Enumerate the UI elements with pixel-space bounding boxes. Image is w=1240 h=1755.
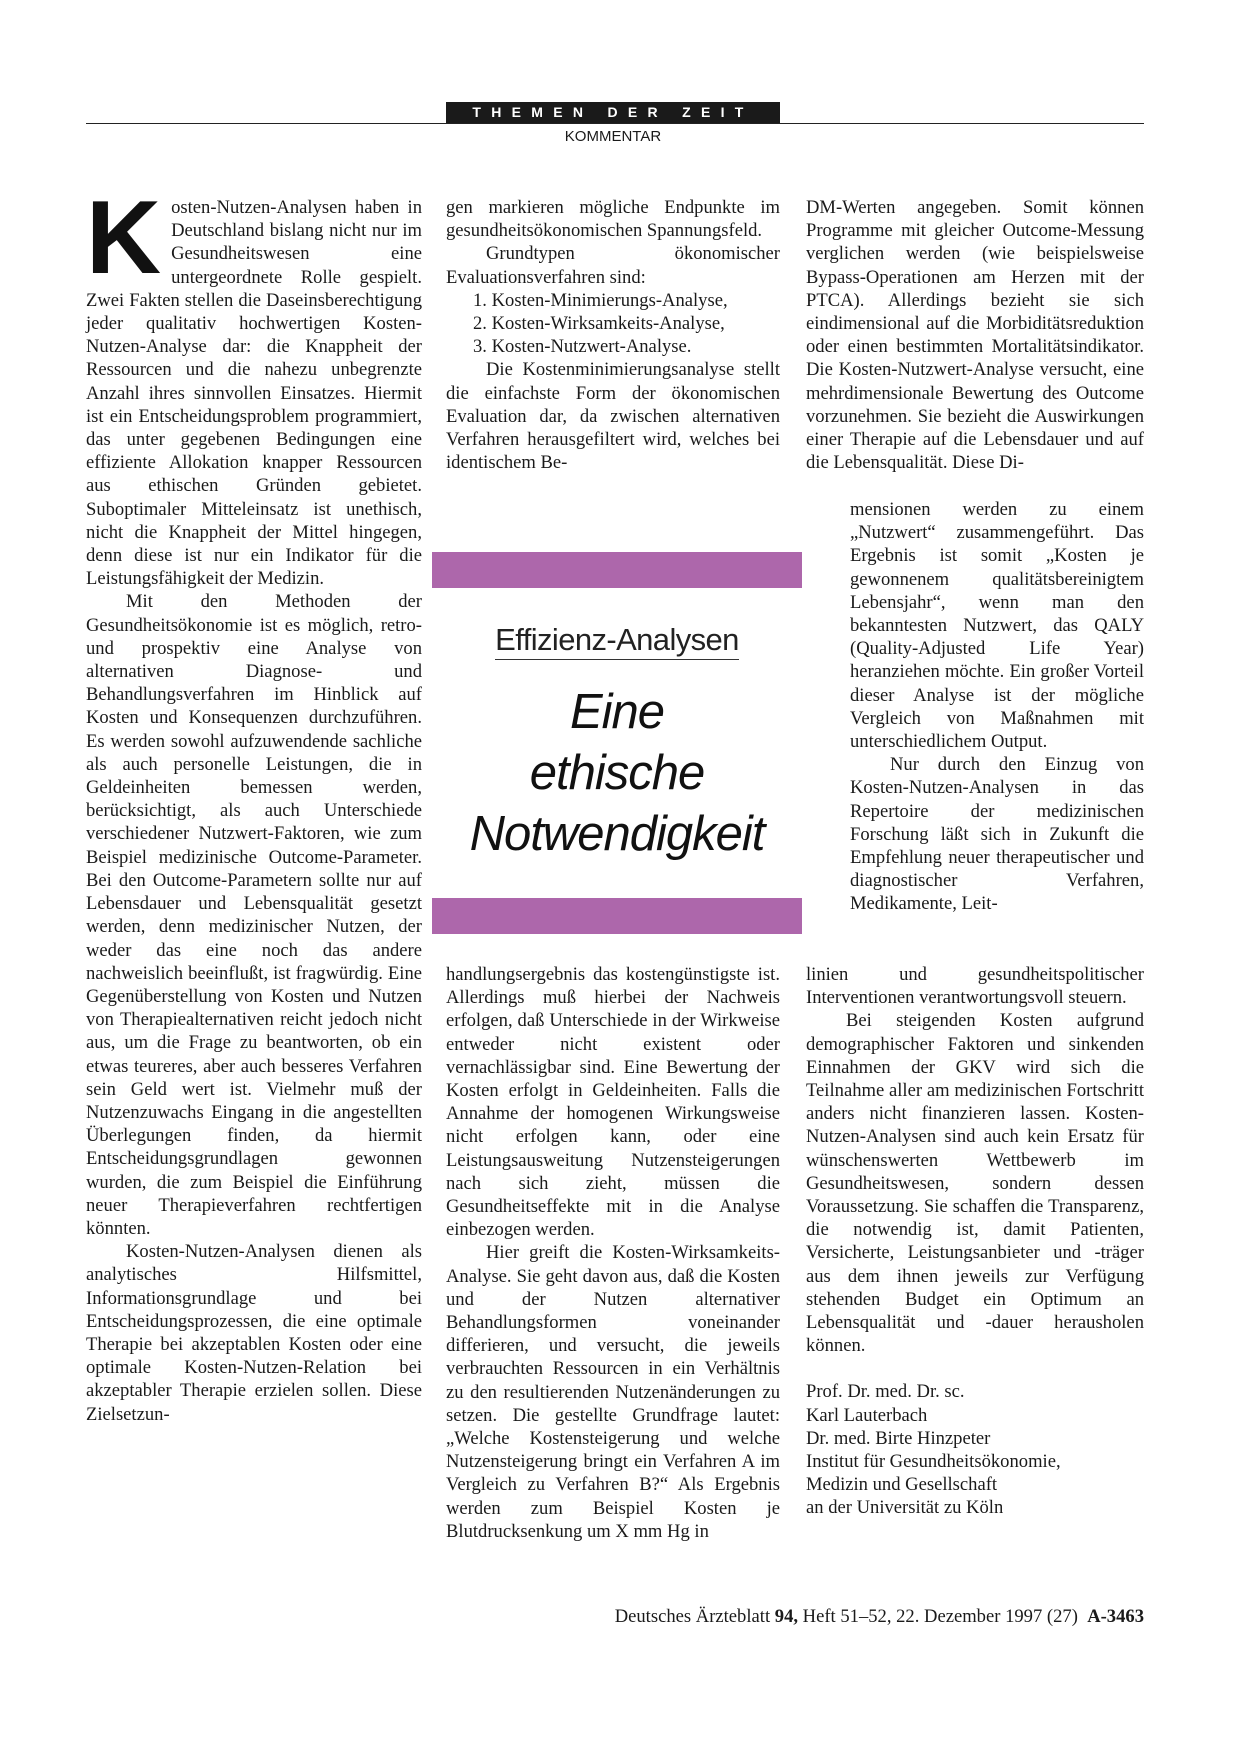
author-signature (806, 1380, 1144, 1519)
list-item: 1. Kosten-Minimierungs-Analyse, (473, 289, 728, 311)
issue-info: Heft 51–52, 22. Dezember 1997 (27) (802, 1606, 1078, 1627)
column-3-bottom (806, 963, 1144, 1520)
col2-paragraph-5: Hier greift die Kosten-Wirksamkeits-Analyse. Sie geht davon aus, daß die Kosten und der Nutzen alternativer Behandlungsformen voneinander differieren, und versucht, die jeweils verbrauchten Ressourcen in ein Verhältnis zu den resultierenden Nutzenänderungen zu setzen. Die gestellte Grundfrage lautet: „Welche Kostensteigerung und welche Nutzensteigerung bringt ein Verfahren A im Vergleich zu Verfahren B?“ Als Ergebnis werden zum Beispiel Kosten je Blutdrucksenkung um X mm Hg in (446, 1242, 780, 1542)
list-item: 3. Kosten-Nutzwert-Analyse. (473, 336, 692, 358)
section-tag: THEMEN DER ZEIT (446, 102, 780, 123)
col3-paragraph-3: Nur durch den Einzug von Kosten-Nutzen-Analysen in das Repertoire der medizinischen Forschung läßt sich in Zukunft die Empfehlung neuer therapeutischer und diagnostischer Verfahren, Medikamente, Leit- (850, 754, 1144, 915)
col1-paragraph-1: osten-Nutzen-Analysen haben in Deutschland bislang nicht nur im Gesundheitswesen eine untergeordnete Rolle gespielt. Zwei Fakten stellen die Daseinsberechtigung jeder qualitativ hochwertigen Kosten-Nutzen-Analyse dar: die Knappheit der Ressourcen und die nahezu unbegrenzte Anzahl ihres sinnvollen Einsatzes. Hiermit ist ein Entscheidungsproblem programmiert, das unter gegebenen Bedingungen eine effiziente Allokation knapper Ressourcen aus ethischen Gründen gebietet. Suboptimaler Mitteleinsatz ist unethisch, nicht die Knappheit der Mittel hingegen, denn diese ist nur ein Indikator für die Leistungsfähigkeit der Medizin. (86, 197, 422, 590)
col2-paragraph-4: handlungsergebnis das kostengünstigste ist. Allerdings muß hierbei der Nachweis erfolgen, daß Unterschiede in der Wirkweise entweder nicht existent oder vernachlässigbar sind. Eine Bewertung der Kosten erfolgt in Geldeinheiten. Falls die Annahme der homogenen Wirkungsweise nicht erfolgen kann, oder eine Leistungsausweitung Nutzensteigerungen nach sich zieht, müssen die Gesundheitseffekte mit in die Analyse einbezogen werden. (446, 964, 780, 1241)
col2-paragraph-3: Die Kostenminimierungsanalyse stellt die einfachste Form der ökonomischen Evaluation dar, da zwischen alternativen Verfahren herausgefiltert wird, welches bei identischem Be- (446, 359, 780, 474)
headline: Eine ethische Notwendigkeit (469, 685, 765, 861)
journal-name: Deutsches Ärzteblatt (614, 1606, 771, 1627)
signature-line: an der Universität zu Köln (806, 1497, 1004, 1519)
drop-cap: K (86, 180, 162, 296)
signature-line: Medizin und Gesellschaft (806, 1474, 998, 1496)
kicker-text: Effizienz-Analysen (495, 622, 739, 660)
col3-paragraph-1: DM-Werten angegeben. Somit können Programme mit gleicher Outcome-Messung verglichen werden (wie beispielsweise Bypass-Operationen am Herzen mit der PTCA). Allerdings bezieht sie sich eindimensional auf die Morbiditätsreduktion oder einen bestimmten Mortalitätsindikator. Die Kosten-Nutzwert-Analyse versucht, eine mehrdimensionale Bewertung des Outcome vorzunehmen. Sie bezieht die Auswirkungen einer Therapie auf die Lebensdauer und auf die Lebensqualität. Diese Di- (806, 197, 1144, 474)
col3-paragraph-4: linien und gesundheitspolitischer Interventionen verantwortungsvoll steuern. (806, 964, 1144, 1009)
col3-paragraph-2: mensionen werden zu einem „Nutzwert“ zusammengeführt. Das Ergebnis ist somit „Kosten je gewonnenem qualitätsbereinigtem Lebensjahr“, wenn man den bekanntesten Nutzwert, das QALY (Quality-Adjusted Life Year) heranziehen möchte. Ein großer Vorteil dieser Analyse ist der mögliche Vergleich von Maßnahmen mit unterschiedlichem Output. (850, 499, 1144, 753)
column-3-inset (850, 498, 1144, 916)
volume-number: 94, (774, 1606, 799, 1627)
subsection-label: KOMMENTAR (564, 128, 662, 145)
header-rule (86, 123, 1144, 124)
kicker (432, 622, 802, 658)
signature-line: Karl Lauterbach (806, 1404, 928, 1426)
col3-paragraph-5: Bei steigenden Kosten aufgrund demographischer Faktoren und sinkenden Einnahmen der GKV wird sich die Teilnahme aller am medizinischen Fortschritt anders nicht finanzieren lassen. Kosten-Nutzen-Analysen sind auch kein Ersatz für wünschenswerten Wettbewerb im Gesundheitswesen, sondern dessen Voraussetzung. Sie schaffen die Transparenz, die notwendig ist, damit Patienten, Versicherte, Leistungsanbieter und -träger aus dem ihnen jeweils zur Verfügung stehenden Budget ein Optimum an Lebensqualität und -dauer herausholen können. (806, 1010, 1144, 1357)
col1-paragraph-2: Mit den Methoden der Gesundheitsökonomie ist es möglich, retro- und prospektiv eine Analyse von alternativen Diagnose- und Behandlungsverfahren im Hinblick auf Kosten und Konsequenzen durchzuführen. Es werden sowohl aufzuwendende sachliche als auch personelle Leistungen, die in Geldeinheiten bemessen werden, berücksichtigt, als auch Unterschiede verschiedener Nutzwert-Faktoren, wie zum Beispiel medizinische Outcome-Parameter. Bei den Outcome-Parametern sollte nur auf Lebensdauer und Lebensqualität gesetzt werden, denn medizinischer Nutzen, der weder das eine noch das andere nachweislich beeinflußt, ist fragwürdig. Eine Gegenüberstellung von Kosten und Nutzen von Therapiealternativen reicht jedoch nicht aus, um die Frage zu beantworten, ob ein etwas teureres, aber auch besseres Verfahren sein Geld wert ist. Vielmehr muß der Nutzenzuwachs Eingang in die angestellten Überlegungen finden, da hiermit Entscheidungsgrundlagen gewonnen wurden, die zum Beispiel die Einführung neuer Therapieverfahren rechtfertigen könnten. (86, 591, 422, 1239)
headline-box (432, 552, 802, 938)
list-item: 2. Kosten-Wirksamkeits-Analyse, (473, 313, 725, 335)
column-2-top (446, 196, 780, 474)
col2-paragraph-1: gen markieren mögliche Endpunkte im gesundheitsökonomischen Spannungsfeld. (446, 197, 780, 242)
col2-paragraph-2: Grundtypen ökonomischer Evaluationsverfahren sind: (446, 243, 780, 288)
column-2-bottom (446, 963, 780, 1543)
signature-line: Dr. med. Birte Hinzpeter (806, 1427, 991, 1449)
signature-line: Institut für Gesundheitsökonomie, (806, 1451, 1061, 1473)
col1-paragraph-3: Kosten-Nutzen-Analysen dienen als analytisches Hilfsmittel, Informationsgrundlage und bei Entscheidungsprozessen, die eine optimale Therapie bei akzeptablen Kosten oder eine optimale Kosten-Nutzen-Relation bei akzeptabler Therapie erzielen sollen. Diese Zielsetzun- (86, 1241, 422, 1425)
page-number: A-3463 (1087, 1606, 1144, 1627)
column-3-top (806, 196, 1144, 474)
accent-bar-bottom (432, 898, 802, 934)
evaluation-types-list (446, 289, 780, 359)
signature-line: Prof. Dr. med. Dr. sc. (806, 1381, 965, 1403)
page-footer (615, 1606, 1144, 1628)
accent-bar-top (432, 552, 802, 588)
column-1 (86, 180, 422, 1426)
